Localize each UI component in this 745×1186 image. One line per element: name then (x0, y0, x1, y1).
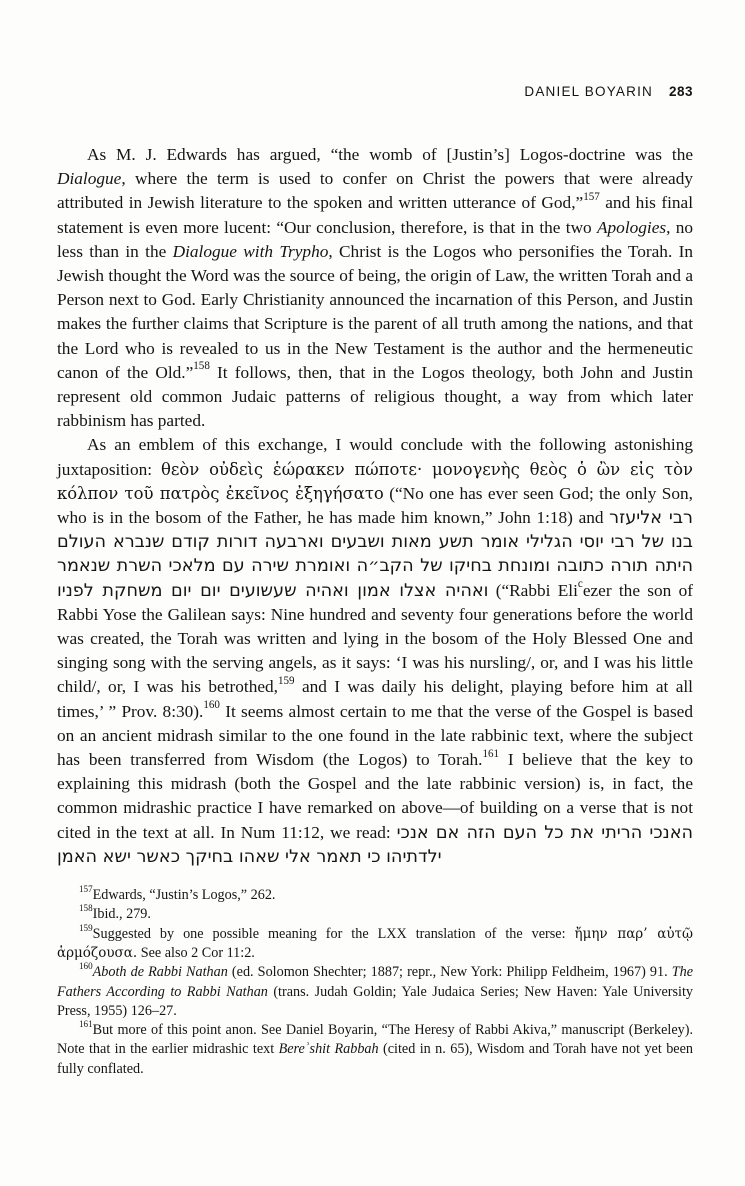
text-segment-normal: and his final statement is even more lucent: “Our conclusion, therefore, is that in the two (57, 193, 693, 237)
text-segment-normal: and I was daily his delight, playing before him at all times,’ ” Prov. 8:30). (57, 677, 693, 721)
footnote-157 (57, 886, 693, 905)
footnotes-section (57, 886, 693, 1079)
text-segment-hebrew: האנכי הריתי את כל העם הזה אם אנכי ילדתיהו כי תאמר אלי שאהו בחיקך כאשר ישא האמן (57, 822, 693, 867)
text-segment-sup: 159 (79, 922, 93, 933)
article-body (57, 143, 693, 869)
text-segment-italic: Dialogue (57, 169, 122, 189)
text-segment-sup: 160 (203, 699, 220, 712)
text-segment-normal: , where the term is used to confer on Christ the powers that were already attributed in Jewish literature to the spoken and written utterance of God,” (57, 169, 693, 213)
text-segment-normal: (cited in n. 65), Wisdom and Torah have not yet been fully conflated. (57, 1041, 693, 1077)
paragraph-emblem-juxtaposition (57, 433, 693, 869)
text-segment-normal: , no less than in the (57, 217, 693, 261)
text-segment-sup: c (577, 578, 583, 591)
text-segment-sup: 157 (79, 884, 93, 894)
text-segment-normal: (“No one has ever seen God; the only Son, who is in the bosom of the Father, he has made him known,” John 1:18) and (57, 483, 693, 528)
text-segment-greek: ἤμην παρ’ αὐτῷ ἁρμόζουσα. (57, 925, 693, 961)
footnote-161 (57, 1021, 693, 1079)
text-segment-sup: 158 (79, 903, 93, 914)
text-segment-sup: 161 (79, 1019, 93, 1030)
text-segment-italic: Apologies (596, 217, 667, 237)
text-segment-italic: The Fathers According to Rabbi Nathan (57, 964, 694, 1000)
text-segment-normal: (“Rabbi Eli (488, 580, 578, 600)
text-segment-sup: 158 (193, 360, 210, 373)
text-segment-normal: As an emblem of this exchange, I would conclude with the following astonishing juxtaposition: (57, 435, 693, 479)
text-segment-normal: (ed. Solomon Shechter; 1887; repr., New York: Philipp Feldheim, 1967) 91. (227, 964, 672, 981)
text-segment-italic: Dialogue with Trypho (172, 241, 329, 261)
text-segment-sup: 161 (482, 747, 500, 760)
page-number: 283 (668, 84, 693, 99)
text-segment-normal: See also 2 Cor 11:2. (137, 944, 255, 961)
footnote-159 (57, 922, 693, 964)
text-segment-normal: It follows, then, that in the Logos theology, both John and Justin represent old common Judaic patterns of religious thought, a way from which later rabbinism has parted. (57, 362, 693, 431)
text-segment-normal: Edwards, “Justin’s Logos,” 262. (92, 887, 276, 904)
text-segment-greek: θεὸν οὐδεὶς ἑώρακεν πώποτε· μονογενὴς θεὸς ὁ ὢν εἰς τὸν κόλπον τοῦ πατρὸς ἐκεῖνος ἐξηγήσατο (57, 459, 693, 503)
text-segment-normal: ezer the son of Rabbi Yose the Galilean says: Nine hundred and seventy four generations before the world was created, the Torah was written and lying in the bosom of the Holy Blessed One and singing song with the serving angels, as it says: ‘I was his nursling/, or, and I was his little child/, or, I was his betrothed, (57, 580, 693, 697)
text-segment-normal: It seems almost certain to me that the verse of the Gospel is based on an ancient midrash similar to the one found in the late rabbinic text, where the subject has been transferred from Wisdom (the Logos) to Torah. (57, 701, 693, 770)
text-segment-normal: Suggested by one possible meaning for the LXX translation of the verse: (92, 925, 575, 942)
text-segment-sup: 157 (583, 190, 600, 203)
text-segment-normal: I believe that the key to explaining this midrash (both the Gospel and the late rabbinic version) is, in fact, the common midrashic practice I have remarked on above—of building on a verse that is not cited in the text at all. In Num 11:12, we read: (57, 750, 693, 842)
text-segment-normal: Ibid., 279. (92, 906, 151, 923)
text-segment-hebrew: רבי אליעזר בנו של רבי יוסי הגלילי אומר תשע מאות ושבעים וארבעה דורות קודם שנברא העולם היתה תורה כתובה ומונחת בחיקו של הקב״ה ואומרת שירה עם מלאכי השרת שנאמר ואהיה אצלו אמון ואהיה שעשועים יום יום משחקת לפניו (57, 508, 693, 601)
text-segment-sup: 160 (79, 961, 93, 972)
text-segment-normal: But more of this point anon. See Daniel Boyarin, “The Heresy of Rabbi Akiva,” manuscript (Berkeley). Note that in the earlier midrashic text (57, 1022, 693, 1058)
text-segment-italic: Bereʾshit Rabbah (278, 1041, 379, 1058)
footnote-158 (57, 905, 693, 924)
running-head-author: DANIEL BOYARIN (524, 84, 653, 99)
text-segment-sup: 159 (277, 675, 295, 688)
running-head (57, 84, 693, 100)
paragraph-edwards-argument (57, 143, 693, 433)
text-segment-normal: (trans. Judah Goldin; Yale Judaica Series; New Haven: Yale University Press, 1955) 126–27. (57, 983, 693, 1019)
text-segment-normal: , Christ is the Logos who personifies the Torah. In Jewish thought the Word was the source of being, the origin of Law, the written Torah and a Person next to God. Early Christianity announced the incarnation of this Person, and Justin makes the further claims that Scripture is the parent of all truth among the nations, and that the Lord who is revealed to us in the New Testament is the author and the hermeneutic canon of the Old.” (57, 241, 694, 382)
footnote-160 (57, 963, 693, 1021)
text-segment-italic: Aboth de Rabbi Nathan (92, 964, 228, 981)
text-segment-normal: As M. J. Edwards has argued, “the womb of [Justin’s] Logos-doctrine was the (87, 145, 693, 164)
